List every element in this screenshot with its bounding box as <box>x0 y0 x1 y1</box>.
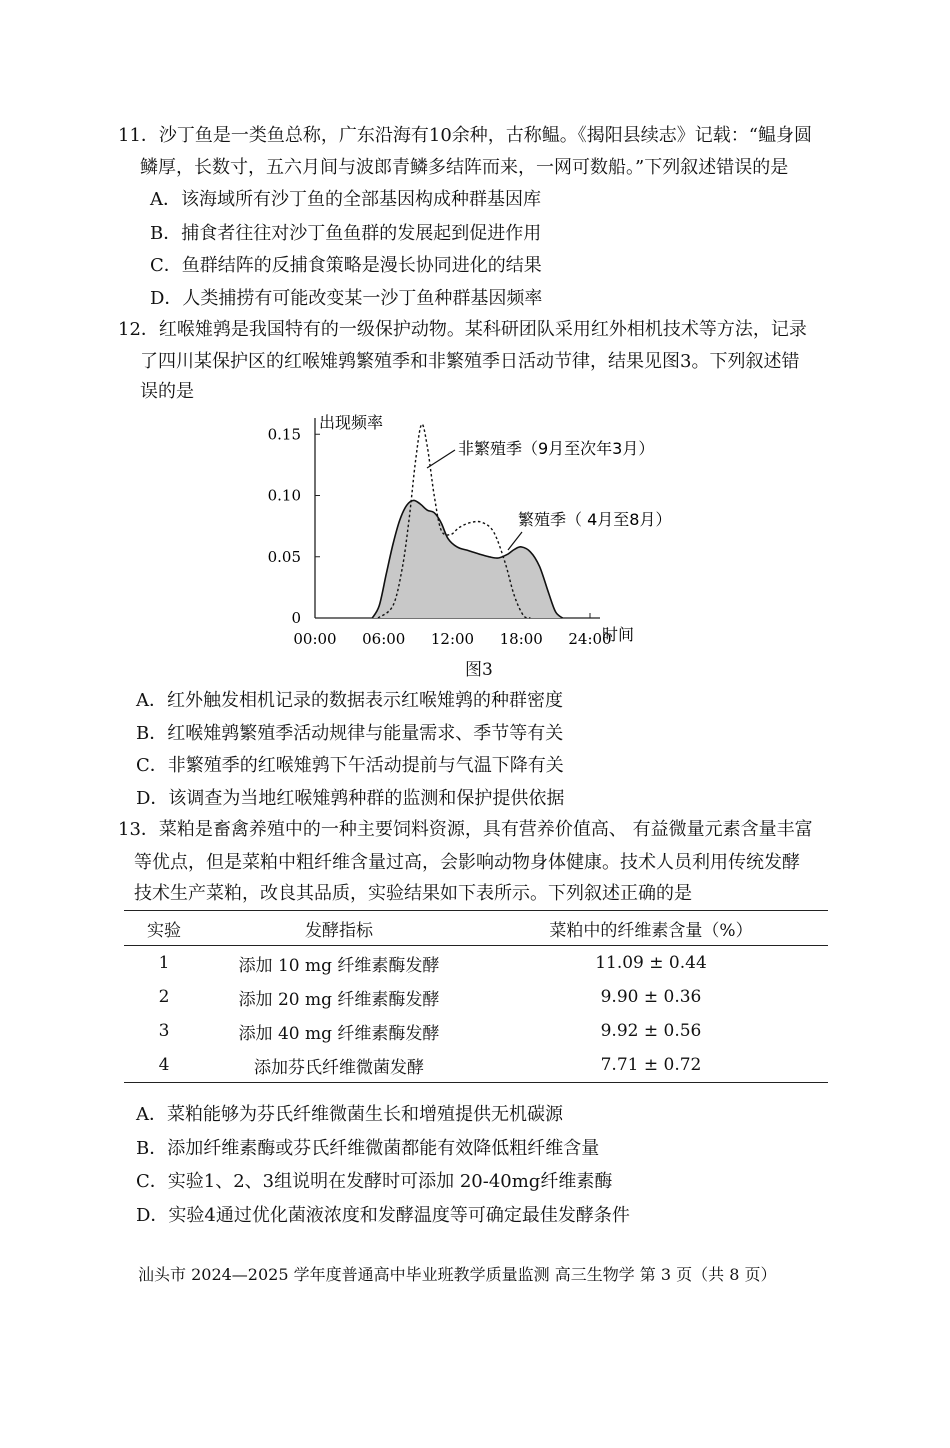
table-cell: 添加芬氏纤维微菌发酵 <box>254 1057 424 1078</box>
q13-option-b: B．添加纤维素酶或芬氏纤维微菌都能有效降低粗纤维含量 <box>136 1138 600 1159</box>
q11-stem-line2: 鳞厚，长数寸，五六月间与波郎青鳞多结阵而来，一网可数船。”下列叙述错误的是 <box>140 157 789 178</box>
table-header-experiment: 实验 <box>147 920 181 941</box>
q13-option-a: A．菜粕能够为芬氏纤维微菌生长和增殖提供无机碳源 <box>136 1104 563 1125</box>
fermentation-table <box>124 910 828 1083</box>
table-cell: 4 <box>158 1055 170 1075</box>
activity-rhythm-chart <box>250 408 690 658</box>
x-tick-label: 18:00 <box>499 630 543 648</box>
q13-stem-line1: 13．菜粕是畜禽养殖中的一种主要饲料资源，具有营养价值高、 有益微量元素含量丰富 <box>118 819 813 840</box>
table-header-cellulose: 菜粕中的纤维素含量（%） <box>549 920 753 941</box>
x-tick-label: 00:00 <box>293 630 337 648</box>
table-cell: 添加 40 mg 纤维素酶发酵 <box>238 1023 440 1044</box>
q12-option-a: A．红外触发相机记录的数据表示红喉雉鹑的种群密度 <box>136 690 563 711</box>
table-cell: 9.92 ± 0.56 <box>600 1021 702 1041</box>
y-tick-label: 0.05 <box>267 547 301 566</box>
table-header-index: 发酵指标 <box>305 920 373 941</box>
table-row <box>124 980 828 1014</box>
q13-option-d: D．实验4通过优化菌液浓度和发酵温度等可确定最佳发酵条件 <box>136 1205 630 1226</box>
table-cell: 添加 20 mg 纤维素酶发酵 <box>238 989 440 1010</box>
non-breeding-season-label: 非繁殖季（9月至次年3月） <box>458 439 655 458</box>
table-row <box>124 1014 828 1048</box>
page-footer: 汕头市 2024—2025 学年度普通高中毕业班教学质量监测 高三生物学 第 3 页（共 8 页） <box>138 1265 777 1284</box>
q11-stem-line1: 11．沙丁鱼是一类鱼总称，广东沿海有10余种，古称鳁。《揭阳县续志》记载：“鳁身圆 <box>118 125 813 146</box>
y-tick-label: 0.10 <box>267 486 301 505</box>
table-cell: 2 <box>158 987 170 1007</box>
x-axis-label: 时间 <box>602 625 635 644</box>
table-cell: 3 <box>158 1021 170 1041</box>
q13-stem-line2: 等优点，但是菜粕中粗纤维含量过高，会影响动物身体健康。技术人员利用传统发酵 <box>134 852 800 873</box>
non-breeding-leader <box>427 450 455 468</box>
y-tick-label: 0.15 <box>267 425 301 444</box>
table-cell: 9.90 ± 0.36 <box>600 987 702 1007</box>
table-cell: 1 <box>158 953 170 973</box>
x-tick-label: 06:00 <box>362 630 406 648</box>
table-cell: 添加 10 mg 纤维素酶发酵 <box>238 955 440 976</box>
q11-option-d: D．人类捕捞有可能改变某一沙丁鱼种群基因频率 <box>150 288 543 309</box>
x-tick-label: 24:00 <box>568 630 612 648</box>
table-header-row <box>124 911 828 946</box>
y-tick-label: 0 <box>291 609 301 627</box>
y-axis-label: 出现频率 <box>319 413 384 432</box>
q13-option-c: C．实验1、2、3组说明在发酵时可添加 20-40mg纤维素酶 <box>136 1171 613 1192</box>
q11-option-c: C．鱼群结阵的反捕食策略是漫长协同进化的结果 <box>150 255 542 276</box>
q13-stem-line3: 技术生产菜粕，改良其品质，实验结果如下表所示。下列叙述正确的是 <box>134 883 692 904</box>
q11-option-a: A．该海域所有沙丁鱼的全部基因构成种群基因库 <box>150 189 541 210</box>
activity-rhythm-svg <box>250 408 690 658</box>
q12-option-c: C．非繁殖季的红喉雉鹑下午活动提前与气温下降有关 <box>136 755 564 776</box>
table-row <box>124 1048 828 1083</box>
table-row <box>124 946 828 981</box>
q12-option-d: D．该调查为当地红喉雉鹑种群的监测和保护提供依据 <box>136 788 565 809</box>
q11-option-b: B．捕食者往往对沙丁鱼鱼群的发展起到促进作用 <box>150 223 542 244</box>
breeding-season-label: 繁殖季（ 4月至8月） <box>518 510 672 529</box>
x-tick-label: 12:00 <box>430 630 475 648</box>
q12-stem-line2: 了四川某保护区的红喉雉鹑繁殖季和非繁殖季日活动节律，结果见图3。下列叙述错 <box>140 351 800 372</box>
q12-stem-line1: 12．红喉雉鹑是我国特有的一级保护动物。某科研团队采用红外相机技术等方法，记录 <box>118 319 807 340</box>
table-cell: 7.71 ± 0.72 <box>600 1055 702 1075</box>
table-cell: 11.09 ± 0.44 <box>595 953 707 973</box>
q12-option-b: B．红喉雉鹑繁殖季活动规律与能量需求、季节等有关 <box>136 723 564 744</box>
q12-stem-line3: 误的是 <box>140 381 194 402</box>
figure-caption: 图3 <box>465 660 493 680</box>
